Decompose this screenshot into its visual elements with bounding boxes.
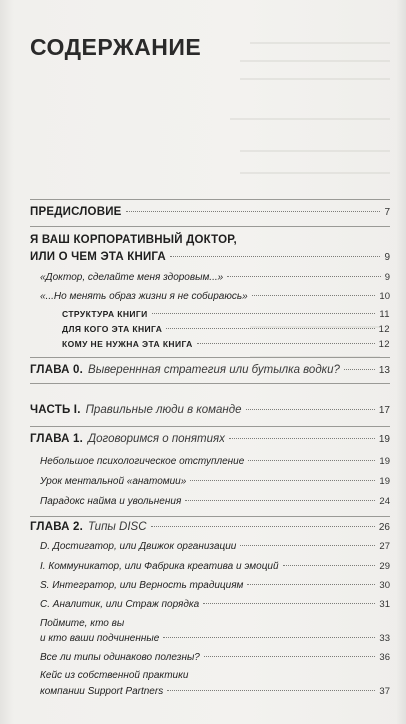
toc-label: C. Аналитик, или Страж порядка xyxy=(40,599,200,610)
toc-label: ГЛАВА 0. xyxy=(30,364,84,376)
toc-entry-chapter-2-item xyxy=(40,633,390,644)
toc-label: СТРУКТУРА КНИГИ xyxy=(62,309,148,319)
divider xyxy=(30,383,390,384)
dot-leader xyxy=(229,438,375,439)
toc-entry-chapter-2 xyxy=(30,521,390,533)
toc-label: I. Коммуникатор, или Фабрика креатива и эмоций xyxy=(40,561,279,572)
dot-leader xyxy=(151,526,375,527)
toc-entry-doctor-item xyxy=(40,291,390,302)
toc-entry-subitem xyxy=(62,324,390,335)
toc-label: ГЛАВА 2. xyxy=(30,521,84,533)
dot-leader xyxy=(203,603,375,604)
toc-label: и кто ваши подчиненные xyxy=(40,633,160,644)
toc-label: D. Достигатор, или Движок организации xyxy=(40,541,237,552)
dot-leader xyxy=(283,565,376,566)
toc-label-line: Поймите, кто вы xyxy=(40,618,125,629)
toc-label: компании Support Partners xyxy=(40,686,164,697)
show-through-line xyxy=(240,150,390,152)
page-title: СОДЕРЖАНИЕ xyxy=(30,34,202,60)
divider xyxy=(30,516,390,517)
toc-label: ДЛЯ КОГО ЭТА КНИГА xyxy=(62,324,163,334)
toc-entry-doctor-item xyxy=(40,272,390,283)
dot-leader xyxy=(344,369,375,370)
dot-leader xyxy=(126,211,381,212)
toc-page-number: 10 xyxy=(379,291,390,302)
dot-leader xyxy=(185,500,375,501)
dot-leader xyxy=(163,637,375,638)
divider xyxy=(30,426,390,427)
show-through-line xyxy=(230,118,390,120)
dot-leader xyxy=(166,328,374,329)
dot-leader xyxy=(240,545,375,546)
dot-leader xyxy=(227,276,381,277)
toc-page-number: 31 xyxy=(379,599,390,610)
toc-label-line: Я ВАШ КОРПОРАТИВНЫЙ ДОКТОР, xyxy=(30,234,237,246)
toc-label: S. Интегратор, или Верность традициям xyxy=(40,580,244,591)
toc-page-number: 37 xyxy=(379,686,390,697)
toc-page-number: 24 xyxy=(379,496,390,507)
toc-page-number: 12 xyxy=(378,324,390,335)
dot-leader xyxy=(167,690,375,691)
toc-label: ИЛИ О ЧЕМ ЭТА КНИГА xyxy=(30,251,166,263)
dot-leader xyxy=(204,656,376,657)
dot-leader xyxy=(246,409,375,410)
toc-entry-subitem xyxy=(62,309,390,320)
toc-entry-doctor xyxy=(30,251,390,263)
toc-page-number: 9 xyxy=(384,252,390,263)
toc-subtitle: Правильные люди в команде xyxy=(85,404,242,416)
dot-leader xyxy=(197,343,375,344)
page-edge-shadow xyxy=(396,0,406,724)
toc-label: Небольшое психологическое отступление xyxy=(40,456,245,467)
toc-label: ГЛАВА 1. xyxy=(30,433,84,445)
toc-page-number: 33 xyxy=(379,633,390,644)
toc-page-number: 17 xyxy=(378,405,390,416)
toc-page-number: 12 xyxy=(378,339,390,350)
toc-page-number: 11 xyxy=(379,309,390,320)
toc-page-number: 7 xyxy=(384,207,390,218)
divider xyxy=(30,199,390,200)
divider xyxy=(30,226,390,227)
toc-label: ПРЕДИСЛОВИЕ xyxy=(30,206,122,218)
dot-leader xyxy=(190,480,375,481)
toc-page-number: 13 xyxy=(378,365,390,376)
show-through-line xyxy=(250,42,390,44)
toc-label: Все ли типы одинаково полезны? xyxy=(40,652,200,663)
toc-label: «Доктор, сделайте меня здоровым...» xyxy=(40,272,224,283)
toc-entry-chapter-1-item xyxy=(40,476,390,487)
toc-page-number: 19 xyxy=(379,476,390,487)
toc-entry-chapter-2-item xyxy=(40,541,390,552)
divider xyxy=(30,357,390,358)
toc-label: КОМУ НЕ НУЖНА ЭТА КНИГА xyxy=(62,339,193,349)
show-through-line xyxy=(240,172,390,174)
show-through-line xyxy=(240,78,390,80)
toc-subtitle: Типы DISC xyxy=(88,521,147,533)
dot-leader xyxy=(152,313,376,314)
toc-label: ЧАСТЬ I. xyxy=(30,404,81,416)
toc-entry-preface xyxy=(30,206,390,218)
toc-entry-chapter-1-item xyxy=(40,496,390,507)
toc-page-number: 9 xyxy=(384,272,390,283)
toc-page-number: 19 xyxy=(378,434,390,445)
toc-page-number: 26 xyxy=(378,522,390,533)
dot-leader xyxy=(170,256,381,257)
toc-entry-part-1 xyxy=(30,404,390,416)
toc-entry-chapter-0 xyxy=(30,364,390,376)
toc-page-number: 36 xyxy=(379,652,390,663)
toc-label: Урок ментальной «анатомии» xyxy=(40,476,187,487)
toc-subtitle: Вывереннная стратегия или бутылка водки? xyxy=(88,364,340,376)
toc-entry-chapter-2-item xyxy=(40,580,390,591)
toc-entry-chapter-2-item xyxy=(40,652,390,663)
dot-leader xyxy=(252,295,376,296)
toc-subtitle: Договоримся о понятиях xyxy=(88,433,225,445)
toc-page-number: 30 xyxy=(379,580,390,591)
toc-label: Парадокс найма и увольнения xyxy=(40,496,182,507)
toc-entry-chapter-1 xyxy=(30,433,390,445)
toc-label: «...Но менять образ жизни я не собираюсь» xyxy=(40,291,248,302)
toc-entry-chapter-2-item xyxy=(40,561,390,572)
toc-page-number: 19 xyxy=(379,456,390,467)
toc-page-number: 27 xyxy=(379,541,390,552)
toc-entry-chapter-1-item xyxy=(40,456,390,467)
toc-entry-chapter-2-item xyxy=(40,686,390,697)
show-through-line xyxy=(240,60,390,62)
toc-label-line: Кейс из собственной практики xyxy=(40,670,189,681)
toc-entry-chapter-2-item xyxy=(40,599,390,610)
toc-page-number: 29 xyxy=(379,561,390,572)
dot-leader xyxy=(247,584,375,585)
toc-entry-subitem xyxy=(62,339,390,350)
dot-leader xyxy=(248,460,375,461)
